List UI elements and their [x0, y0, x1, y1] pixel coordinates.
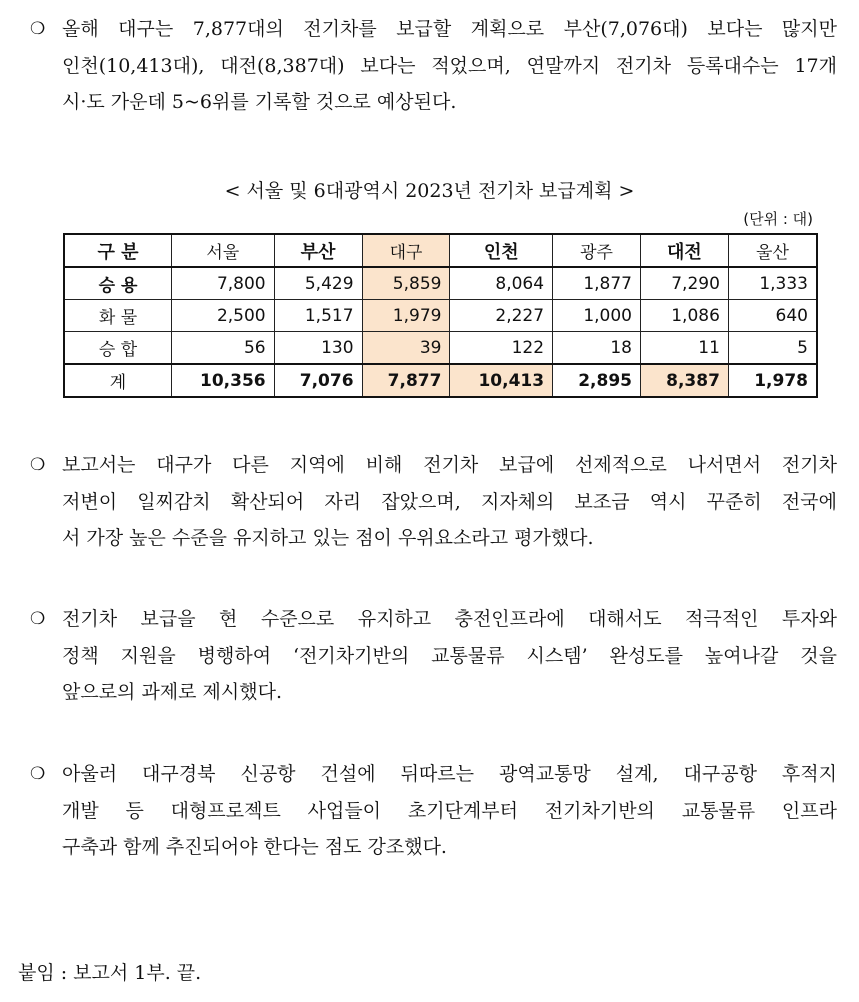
cell: 1,086 [640, 300, 728, 332]
table-row [64, 267, 817, 300]
paragraph-line: 저변이 일찌감치 확산되어 자리 잡았으며, 지자체의 보조금 역시 꾸준히 전국에 [62, 490, 837, 513]
header-ulsan: 울산 [728, 234, 817, 267]
paragraph-line: 전기차 보급을 현 수준으로 유지하고 충전인프라에 대해서도 적극적인 투자와 [62, 608, 837, 630]
cell: 2,500 [172, 300, 275, 332]
table-unit: (단위 : 대) [743, 210, 813, 228]
paragraph-line: 시·도 가운데 5~6위를 기록할 것으로 예상된다. [62, 91, 457, 113]
paragraph-line: 개발 등 대형프로젝트 사업들이 초기단계부터 전기차기반의 교통물류 인프라 [62, 799, 837, 822]
cell: 7,076 [274, 364, 362, 397]
ev-plan-table [63, 233, 818, 398]
paragraph-line: 구축과 함께 추진되어야 한다는 점도 강조했다. [62, 836, 447, 858]
attachment-note: 붙임 : 보고서 1부. 끝. [18, 962, 202, 984]
cell: 1,333 [728, 267, 817, 300]
cell: 8,387 [640, 364, 728, 397]
bullet-circle-icon: ❍ [30, 609, 46, 629]
cell: 7,290 [640, 267, 728, 300]
row-label: 화 물 [64, 300, 172, 332]
cell: 5,429 [274, 267, 362, 300]
bullet-circle-icon: ❍ [30, 19, 46, 39]
paragraph-line: 인천(10,413대), 대전(8,387대) 보다는 적었으며, 연말까지 전기차 등록대수는 17개 [62, 54, 837, 77]
cell: 5,859 [362, 267, 450, 300]
table-total-row [64, 364, 817, 397]
row-label: 계 [64, 364, 172, 397]
paragraph-4 [30, 756, 837, 866]
cell: 10,356 [172, 364, 275, 397]
cell: 1,000 [553, 300, 641, 332]
cell: 1,978 [728, 364, 817, 397]
cell: 1,517 [274, 300, 362, 332]
cell: 10,413 [450, 364, 553, 397]
header-category: 구 분 [64, 234, 172, 267]
table-header-row [64, 234, 817, 267]
header-incheon: 인천 [450, 234, 553, 267]
table-row [64, 332, 817, 365]
paragraph-line: 정책 지원을 병행하여 ‘전기차기반의 교통물류 시스템’ 완성도를 높여나갈 것을 [62, 644, 837, 667]
paragraph-line: 보고서는 대구가 다른 지역에 비해 전기차 보급에 선제적으로 나서면서 전기차 [62, 454, 837, 476]
cell: 11 [640, 332, 728, 365]
paragraph-2 [30, 447, 837, 557]
table-row [64, 300, 817, 332]
row-label: 승 용 [64, 267, 172, 300]
paragraph-3 [30, 601, 837, 711]
bullet-circle-icon: ❍ [30, 455, 46, 475]
header-busan: 부산 [274, 234, 362, 267]
cell: 5 [728, 332, 817, 365]
cell: 1,877 [553, 267, 641, 300]
cell: 122 [450, 332, 553, 365]
cell: 2,895 [553, 364, 641, 397]
header-gwangju: 광주 [553, 234, 641, 267]
cell: 7,800 [172, 267, 275, 300]
paragraph-line: 아울러 대구경북 신공항 건설에 뒤따르는 광역교통망 설계, 대구공항 후적지 [62, 763, 837, 785]
cell: 2,227 [450, 300, 553, 332]
cell: 7,877 [362, 364, 450, 397]
bullet-circle-icon: ❍ [30, 764, 46, 784]
table-title: < 서울 및 6대광역시 2023년 전기차 보급계획 > [224, 180, 635, 202]
cell: 39 [362, 332, 450, 365]
cell: 130 [274, 332, 362, 365]
header-daejeon: 대전 [640, 234, 728, 267]
paragraph-line: 서 가장 높은 수준을 유지하고 있는 점이 우위요소라고 평가했다. [62, 527, 594, 549]
cell: 1,979 [362, 300, 450, 332]
row-label: 승 합 [64, 332, 172, 365]
header-daegu: 대구 [362, 234, 450, 267]
header-seoul: 서울 [172, 234, 275, 267]
paragraph-line: 앞으로의 과제로 제시했다. [62, 681, 283, 703]
cell: 56 [172, 332, 275, 365]
paragraph-line: 올해 대구는 7,877대의 전기차를 보급할 계획으로 부산(7,076대) 보다는 많지만 [62, 18, 837, 40]
cell: 8,064 [450, 267, 553, 300]
cell: 640 [728, 300, 817, 332]
cell: 18 [553, 332, 641, 365]
paragraph-1 [30, 11, 837, 121]
